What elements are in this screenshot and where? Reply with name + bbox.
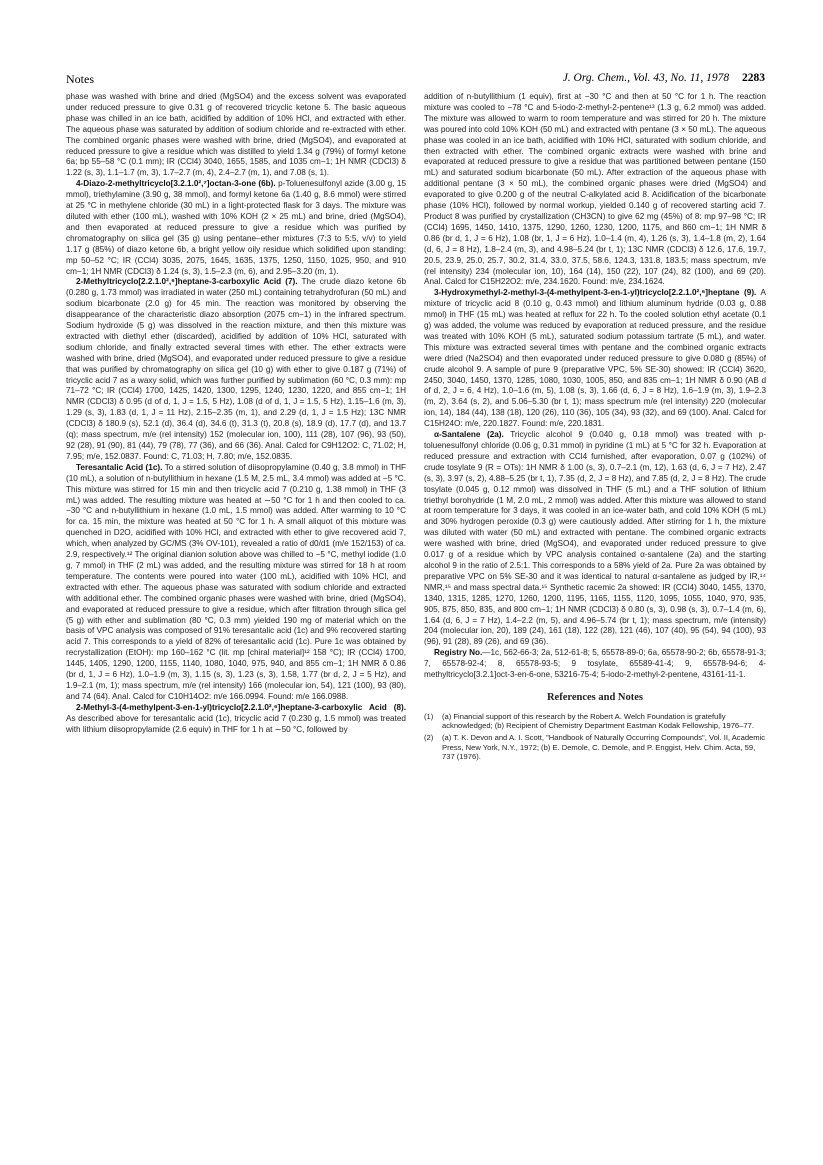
paragraph-text: The crude diazo ketone 6b (0.280 g, 1.73 mmol) was irradiated in water (250 mL) containing tetrahydrofuran (50 mL) and sodium bicarbonate (2.0 g) for 45 min. The reaction was monitored by observing the disappearance of the characteristic diazo absorption (2075 cm−1) in the infrared spectrum. Sodium hydroxide (5 g) was dissolved in the reaction mixture, and then this mixture was extracted with diethyl ether (discarded), acidified by addition of 10% HCl, saturated with sodium chloride, and finally extracted several times with ether. The ether extracts were washed with brine, dried (MgSO4), and evaporated under reduced pressure to give a residue that was purified by chromatography on silica gel (10 g) with ether to give 0.187 g (71%) of tricyclic acid 7 as a waxy solid, which was further purified by sublimation (60 °C, 0.3 mm): mp 71–72 °C; IR (CCl4) 1700, 1425, 1420, 1300, 1295, 1240, 1230, 1220, and 855 cm−1; 1H NMR (CDCl3) δ 0.95 (d of d, 1, J = 1.5, 5 Hz), 1.08 (d of d, 1, J = 1.5, 5 Hz), 1.15–1.6 (m, 3), 1.29 (s, 3), 1.83 (d, 1, J = 11 Hz), 2.15–2.35 (m, 1), and 2.29 (d, 1, J = 1.5 Hz); 13C NMR (CDCl3) δ 180.9 (s), 52.1 (d), 36.4 (d), 34.6 (t), 31.3 (t), 20.8 (s), 18.9 (d), 17.7 (d), and 13.7 (q); mass spectrum, m/e (rel intensity) 152 (molecular ion, 100), 111 (28), 107 (96), 93 (50), 92 (28), 91 (90), 81 (44), 79 (78), 77 (36), and 66 (36). Anal. Calcd for C9H12O2: C, 71.02; H, 7.95; m/e, 152.0837. Found: C, 71.03; H, 7.80; m/e, 152.0835. <box>66 277 406 461</box>
reference-text: (a) Financial support of this research by the Robert A. Welch Foundation is gratefully acknowledged; (b) Recipient of Chemistry Department Eastman Kodak Fellowship, 1976–77. <box>442 711 754 731</box>
paragraph-text: Tricyclic alcohol 9 (0.040 g, 0.18 mmol) was treated with p-toluenesulfonyl chloride (0.06 g, 0.31 mmol) in pyridine (1 mL) at 5 °C for 32 h. Evaporation at reduced pressure and extraction with CCl4 furnished, after evaporation, 0.07 g (102%) of crude tosylate 9 (R = OTs): 1H NMR δ 1.00 (s, 3), 0.7–2.1 (m, 12), 1.63 (d, 6, J = 7 Hz), 2.47 (s, 3), 3.97 (s, 2), 4.88–5.25 (br t, 1), 7.35 (d, 2, J = 8 Hz), and 7.85 (d, 2, J = 8 Hz). The crude tosylate (0.045 g, 0.12 mmol) was dissolved in THF (5 mL) and a THF solution of lithium triethyl borohydride (1 M, 2.0 mL, 2 mmol) was added. After this mixture was allowed to stand at room temperature for 3 days, it was cooled in an ice-water bath, and cold 10% KOH (5 mL) and 30% hydrogen peroxide (0.3 g) were cautiously added. After stirring for 1 h, the mixture was diluted with water (50 mL) and extracted with pentane. The combined organic extracts were washed with brine, dried (MgSO4), and evaporated under reduced pressure to give 0.017 g of a residue which by VPC analysis contained α-santalene (2a) and the starting alcohol 9 in the ratio of 2.5:1. This corresponds to a 58% yield of 2a. Pure 2a was obtained by preparative VPC on 5% SE-30 and it was identical to natural α-santalene as judged by IR,¹⁴ NMR,¹⁵ and mass spectral data.¹⁵ Synthetic racemic 2a showed: IR (CCl4) 3040, 1455, 1370, 1340, 1315, 1285, 1270, 1260, 1200, 1195, 1165, 1155, 1120, 1095, 1055, 1040, 970, 935, 905, 875, 850, 835, and 800 cm−1; 1H NMR (CDCl3) δ 0.80 (s, 3), 0.98 (s, 3), 0.7–1.4 (m, 6), 1.64 (d, 6, J = 7 Hz), 1.4–2.2 (m, 5), and 4.96–5.74 (br t, 1); mass spectrum, m/e (intensity) 204 (molecular ion, 20), 189 (24), 161 (18), 122 (28), 121 (46), 107 (40), 95 (54), 94 (100), 93 (96), 91 (28), 89 (26), and 69 (36). <box>424 430 766 647</box>
paragraph-text: addition of n-butyllithium (1 equiv), first at −30 °C and then at 50 °C for 1 h. The reaction mixture was cooled to −78 °C and 5-iodo-2-methyl-2-pentene¹³ (1.3 g, 6.2 mmol) was added. The mixture was allowed to warm to room temperature and was stirred for 20 h. The mixture was poured into cold 10% KOH (50 mL) and extracted with pentane (3 × 50 mL). The aqueous phase was cooled in an ice bath, acidified with 10% HCl, saturated with sodium chloride, and then extracted with ether. The combined organic extracts were washed with brine and evaporated at reduced pressure to give a residue that was partitioned between pentane (150 mL) and saturated sodium bicarbonate (50 mL). After extraction of the aqueous phase with additional pentane (3 × 50 mL), the combined organic phases were dried (MgSO4) and evaporated to give 0.200 g of the neutral C-alkylated acid 8. Acidification of the bicarbonate phase (10% HCl), followed by normal workup, yielded 0.140 g of recovered starting acid 7. Product 8 was purified by crystallization (CH3CN) to give 62 mg (45%) of 8: mp 97–98 °C; IR (CCl4) 1695, 1450, 1410, 1375, 1290, 1260, 1230, 1200, 1175, and 860 cm−1; 1H NMR δ 0.86 (br d, 1, J = 6 Hz), 1.08 (br, 1, J = 6 Hz), 1.0–1.4 (m, 4), 1.26 (s, 3), 1.4–1.8 (m, 2), 1.64 (d, 6, J = 8 Hz), 1.8–2.4 (m, 3), and 4.98–5.24 (br t, 1); 13C NMR (CDCl3) δ 12.6, 17.6, 19.7, 20.5, 23.9, 25.0, 25.7, 30.2, 31.4, 33.0, 37.5, 58.6, 124.3, 131.8, 183.5; mass spectrum, m/e (rel intensity) 234 (molecular ion, 10), 164 (14), 150 (22), 107 (24), 82 (100), and 69 (20). Anal. Calcd for C15H22O2: m/e, 234.1620. Found: m/e, 234.1624. <box>424 92 766 287</box>
paragraph <box>424 288 766 430</box>
journal-citation <box>563 72 765 84</box>
reference-number: (1) <box>424 711 434 721</box>
paragraph-text: A mixture of tricyclic acid 8 (0.10 g, 0.43 mmol) and lithium aluminum hydride (0.03 g, 0.88 mmol) in THF (15 mL) was heated at reflux for 22 h. To the cooled solution ethyl acetate (0.1 g) was added, the volume was reduced by evaporation at reduced pressure, and the residue was treated with 10% KOH (5 mL), saturated sodium potassium tartrate (5 mL), and water. This mixture was extracted several times with pentane and the combined organic extracts were dried (Na2SO4) and then evaporated under reduced pressure to give 0.080 g (85%) of crude alcohol 9. A sample of pure 9 (preparative VPC, 5% SE-30) showed: IR (CCl4) 3620, 2450, 3040, 1450, 1370, 1285, 1080, 1030, 1005, 850, and 835 cm−1; 1H NMR δ 0.90 (AB d of d, 2, J = 6, 4 Hz), 1.0–1.6 (m, 5), 1.08 (s, 3), 1.66 (d, 6, J = 8 Hz), 1.6–1.9 (m, 3), 1.9–2.3 (m, 2), 3.64 (s, 2), and 5.06–5.30 (br t, 1); mass spectrum m/e (rel intensity) 220 (molecular ion, 14), 184 (44), 138 (18), 120 (26), 110 (36), 105 (34), 93 (32), and 69 (100). Anal. Calcd for C15H24O: m/e, 220.1827. Found: m/e, 220.1831. <box>424 288 766 429</box>
references-list <box>424 712 766 762</box>
paragraph-text: As described above for teresantalic acid (1c), tricyclic acid 7 (0.230 g, 1.5 mmol) was treated with lithium diisopropylamide (2.6 equiv) in THF for 1 h at ∼50 °C, followed by <box>66 713 406 734</box>
references-heading: References and Notes <box>546 691 644 703</box>
page-number: 2283 <box>742 72 765 84</box>
paragraph <box>66 703 406 736</box>
paragraph-heading: Teresantalic Acid (1c). <box>76 462 163 472</box>
journal-name: J. Org. Chem., Vol. 43, No. 11, 1978 <box>562 72 730 84</box>
paragraph <box>66 277 406 462</box>
paragraph-text: To a stirred solution of diisopropylamine (0.40 g, 3.8 mmol) in THF (10 mL), a solution of n-butyllithium in hexane (1.5 M, 2.5 mL, 3.4 mmol) was added at −5 °C. This mixture was stirred for 15 min and then tricyclic acid 7 (0.210 g, 1.38 mmol) in THF (3 mL) was added. The resulting mixture was heated at ∼50 °C for 1 h and then cooled to ca. −30 °C and n-butyllithium in hexane (1.0 mL, 1.5 mmol) was added. After warming to 10 °C for ca. 15 min, the mixture was heated at 50 °C for 1 h. A small aliquot of this mixture was quenched in D2O, acidified with 10% HCl, and extracted with ether to give recovered acid 7, which, when analyzed by GC/MS (3% OV-101), revealed a ratio of d0/d1 (m/e 152/153) of ca. 2.9, respectively.¹² The original dianion solution above was chilled to −5 °C, methyl iodide (1.0 g, 7 mmol) in THF (2 mL) was added, and the resulting mixture was stirred for 18 h at room temperature. The contents were poured into water (100 mL), acidified with 10% HCl, and extracted with ether. The aqueous phase was saturated with sodium chloride and extracted with additional ether. The combined organic phases were washed with brine, dried (MgSO4), and evaporated at reduced pressure to give a residue, which after filtration through silica gel (5 g) with ether and sublimation (80 °C, 0.3 mm) yielded 190 mg of material which on the basis of VPC analysis was composed of 91% teresantalic acid (1c) and 9% recovered starting acid 7. This corresponds to a yield of 82% of teresantalic acid (1c). Pure 1c was obtained by recrystallization (EtOH): mp 160–162 °C (lit. mp [chiral material]¹² 158 °C); IR (CCl4) 1700, 1445, 1405, 1290, 1200, 1155, 1140, 1080, 1040, 975, 940, and 855 cm−1; 1H NMR δ 0.86 (br d, 1, J = 6 Hz), 1.0–1.9 (m, 3), 1.15 (s, 3), 1.23 (s, 3), 1.58, 1.77 (br d, 2, J = 5 Hz), and 1.9–2.1 (m, 1); mass spectrum, m/e (rel intensity) 166 (molecular ion, 54), 121 (100), 93 (80), and 74 (64). Anal. Calcd for C10H14O2: m/e 166.0994. Found: m/e 166.0988. <box>66 462 407 701</box>
paragraph <box>66 463 406 703</box>
paragraph-heading: 2-Methyl-3-(4-methylpent-3-en-1-yl)tricyclo[2.2.1.0²,⁶]heptane-3-carboxylic Acid (8). <box>76 702 406 712</box>
paragraph-heading: Registry No. <box>434 648 483 658</box>
paragraph <box>424 648 766 681</box>
paragraph <box>66 179 406 277</box>
reference-item <box>424 712 766 731</box>
paragraph-heading: 4-Diazo-2-methyltricyclo[3.2.1.0²,⁷]octan-3-one (6b). <box>76 179 276 189</box>
paragraph <box>66 92 406 179</box>
paragraph-text: p-Toluenesulfonyl azide (3.00 g, 15 mmol), triethylamine (3.90 g, 38 mmol), and formyl ketone 6a (1.40 g, 8.6 mmol) were stirred at 25 °C in methylene chloride (30 mL) in a light-protected flask for 3 days. The mixture was diluted with ether (100 mL), washed with 10% KOH (2 × 25 mL) and brine, dried (MgSO4), and then evaporated at reduced pressure to give a residue which was purified by chromatography on silica gel (35 g) using pentane–ether mixtures (7:3 to 5:5, v/v) to yield 1.17 g (85%) of diazo ketone 6b, a bright yellow oily residue which solidified upon standing: mp 50–52 °C; IR (CCl4) 3035, 2075, 1645, 1635, 1375, 1250, 1150, 1025, 950, and 910 cm−1; 1H NMR (CDCl3) δ 1.24 (s, 3), 1.5–2.3 (m, 6), and 2.95–3.20 (m, 1). <box>66 179 407 276</box>
right-column <box>424 92 766 764</box>
paragraph-heading: α-Santalene (2a). <box>434 430 504 440</box>
reference-item <box>424 733 766 762</box>
paragraph-heading: 2-Methyltricyclo[2.2.1.0²,⁶]heptane-3-carboxylic Acid (7). <box>76 277 298 287</box>
paragraph-text: phase was washed with brine and dried (MgSO4) and the excess solvent was evaporated under reduced pressure to give 0.31 g of recovered tricyclic ketone 5. The basic aqueous phase was chilled in an ice bath, acidified by addition of 10% HCl, and extracted with ether. The aqueous phase was saturated by addition of sodium chloride and re-extracted with ether. The combined organic phases were washed with brine, dried (MgSO4), and evaporated at reduced pressure to give a residue which was distilled to yield 1.34 g (79%) of formyl ketone 6a; bp 55–58 °C (0.1 mm); IR (CCl4) 3040, 1655, 1585, and 1035 cm−1; 1H NMR (CDCl3) δ 1.22 (s, 3), 1.1–1.7 (m, 3), 1.7–2.7 (m, 4), 2.4–2.7 (m, 1), and 7.08 (s, 1). <box>66 92 406 178</box>
reference-number: (2) <box>424 733 434 743</box>
reference-text: (a) T. K. Devon and A. I. Scott, "Handbook of Naturally Occurring Compounds", Vol. II, Academic Press, New York, N.Y., 1972; (b) E. Demole, C. Demole, and P. Enggist, Helv. Chim. Acta, 59, 737 (1976). <box>442 733 766 762</box>
paragraph <box>424 92 766 288</box>
section-label: Notes <box>66 72 94 86</box>
page-header <box>66 72 765 88</box>
left-column <box>66 92 406 735</box>
paragraph-text: —1c, 562-66-3; 2a, 512-61-8; 5, 65578-89-0; 6a, 65578-90-2; 6b, 65578-91-3; 7, 65578-92-4; 8, 65578-93-5; 9 tosylate, 65589-41-4; 9, 65578-94-6; 4-methyltricyclo[3.2.1]oct-3-en-6-one, 53216-75-4; 5-iodo-2-methyl-2-pentene, 43161-11-1. <box>424 648 766 680</box>
paragraph <box>424 430 766 648</box>
paragraph-heading: 3-Hydroxymethyl-2-methyl-3-(4-methylpent-3-en-1-yl)tricyclo[2.2.1.0²,⁶]heptane (9). <box>434 288 757 298</box>
right-column-body <box>424 92 766 681</box>
